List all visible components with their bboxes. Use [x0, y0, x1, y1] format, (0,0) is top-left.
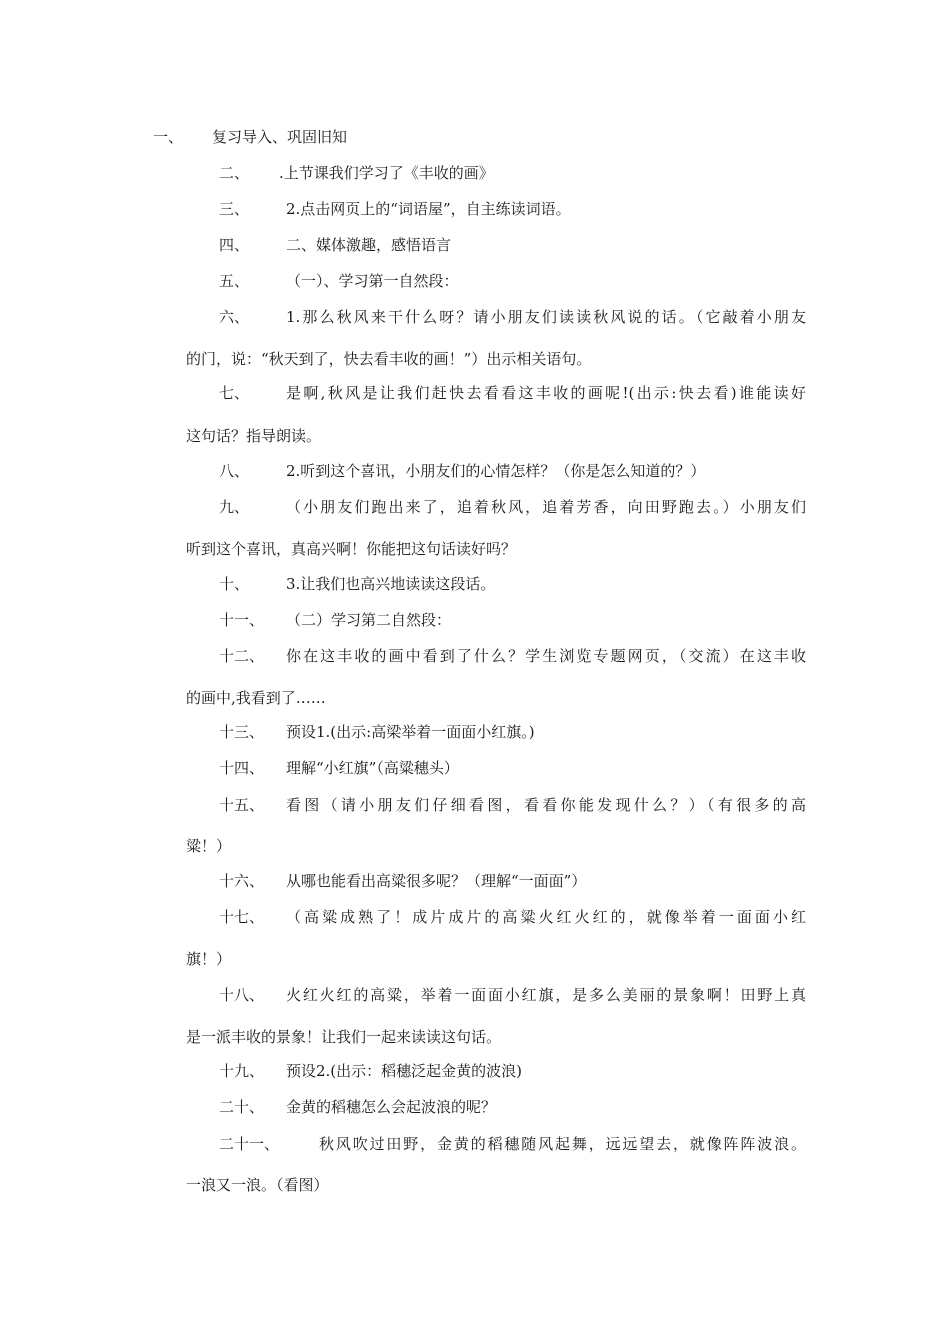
- item-number: 十五、: [219, 796, 265, 814]
- item-number: 十、: [219, 575, 250, 593]
- item-number: 十四、: [219, 759, 265, 777]
- item-number: 五、: [219, 272, 250, 290]
- item-text: 理解“小红旗”（高粱穗头）: [286, 759, 459, 777]
- item-number: 十八、: [219, 986, 265, 1004]
- item-text: 3.让我们也高兴地读读这段话。: [286, 575, 496, 593]
- item-text: 预设2.(出示：稻穗泛起金黄的波浪): [286, 1062, 523, 1080]
- item-number: 二、: [219, 164, 250, 182]
- item-text-continuation: 听到这个喜讯，真高兴啊！你能把这句话读好吗？: [186, 540, 517, 558]
- item-text: 1.那么秋风来干什么呀？请小朋友们读读秋风说的话。（它敲着小朋友: [286, 308, 806, 326]
- item-number: 九、: [219, 498, 250, 516]
- item-text-continuation: 的画中,我看到了……: [186, 689, 326, 707]
- item-text-continuation: 这句话？指导朗读。: [186, 427, 322, 445]
- item-number: 十六、: [219, 872, 265, 890]
- item-text: 金黄的稻穗怎么会起波浪的呢？: [286, 1098, 497, 1116]
- item-text: 秋风吹过田野，金黄的稻穗随风起舞，远远望去，就像阵阵波浪。: [319, 1135, 806, 1153]
- item-text: （小朋友们跑出来了，追着秋风，追着芳香，向田野跑去。）小朋友们: [286, 498, 806, 516]
- item-text: （一）、学习第一自然段：: [286, 272, 459, 290]
- item-number: 十二、: [219, 647, 265, 665]
- item-number: 七、: [219, 384, 250, 402]
- item-text: 你在这丰收的画中看到了什么？学生浏览专题网页，（交流）在这丰收: [286, 647, 806, 665]
- item-text: （二）学习第二自然段：: [286, 611, 452, 629]
- item-text: 预设1.(出示:高梁举着一面面小红旗。): [286, 723, 535, 741]
- item-text-continuation: 粱！）: [186, 837, 232, 855]
- item-text: 看图（请小朋友们仔细看图，看看你能发现什么？）（有很多的高: [286, 796, 806, 814]
- item-text: 从哪也能看出高粱很多呢？（理解“一面面”）: [286, 872, 587, 890]
- item-number: 二十一、: [219, 1135, 280, 1153]
- item-text: （高粱成熟了！成片成片的高粱火红火红的，就像举着一面面小红: [286, 908, 806, 926]
- item-text: 是啊,秋风是让我们赶快去看看这丰收的画呢!(出示:快去看)谁能读好: [286, 384, 806, 402]
- item-text-continuation: 一浪又一浪。（看图）: [186, 1176, 329, 1194]
- item-number: 十一、: [219, 611, 265, 629]
- item-number: 十九、: [219, 1062, 265, 1080]
- item-text: 2.听到这个喜讯，小朋友们的心情怎样？（你是怎么知道的？）: [286, 462, 706, 480]
- item-number: 四、: [219, 236, 250, 254]
- item-text: 2.点击网页上的“词语屋”，自主练读词语。: [286, 200, 571, 218]
- item-number: 一、: [153, 128, 184, 146]
- item-text: 复习导入、巩固旧知: [212, 128, 348, 146]
- item-number: 十七、: [219, 908, 265, 926]
- item-text-continuation: 的门，说：“秋天到了，快去看丰收的画！”）出示相关语句。: [186, 350, 592, 368]
- item-text: 二、媒体激趣，感悟语言: [286, 236, 452, 254]
- item-number: 八、: [219, 462, 250, 480]
- item-text-continuation: 旗！）: [186, 950, 232, 968]
- item-text: .上节课我们学习了《丰收的画》: [279, 164, 494, 182]
- item-number: 六、: [219, 308, 250, 326]
- item-number: 三、: [219, 200, 250, 218]
- item-number: 二十、: [219, 1098, 265, 1116]
- item-text-continuation: 是一派丰收的景象！让我们一起来读读这句话。: [186, 1028, 502, 1046]
- item-number: 十三、: [219, 723, 265, 741]
- item-text: 火红火红的高粱，举着一面面小红旗，是多么美丽的景象啊！田野上真: [286, 986, 806, 1004]
